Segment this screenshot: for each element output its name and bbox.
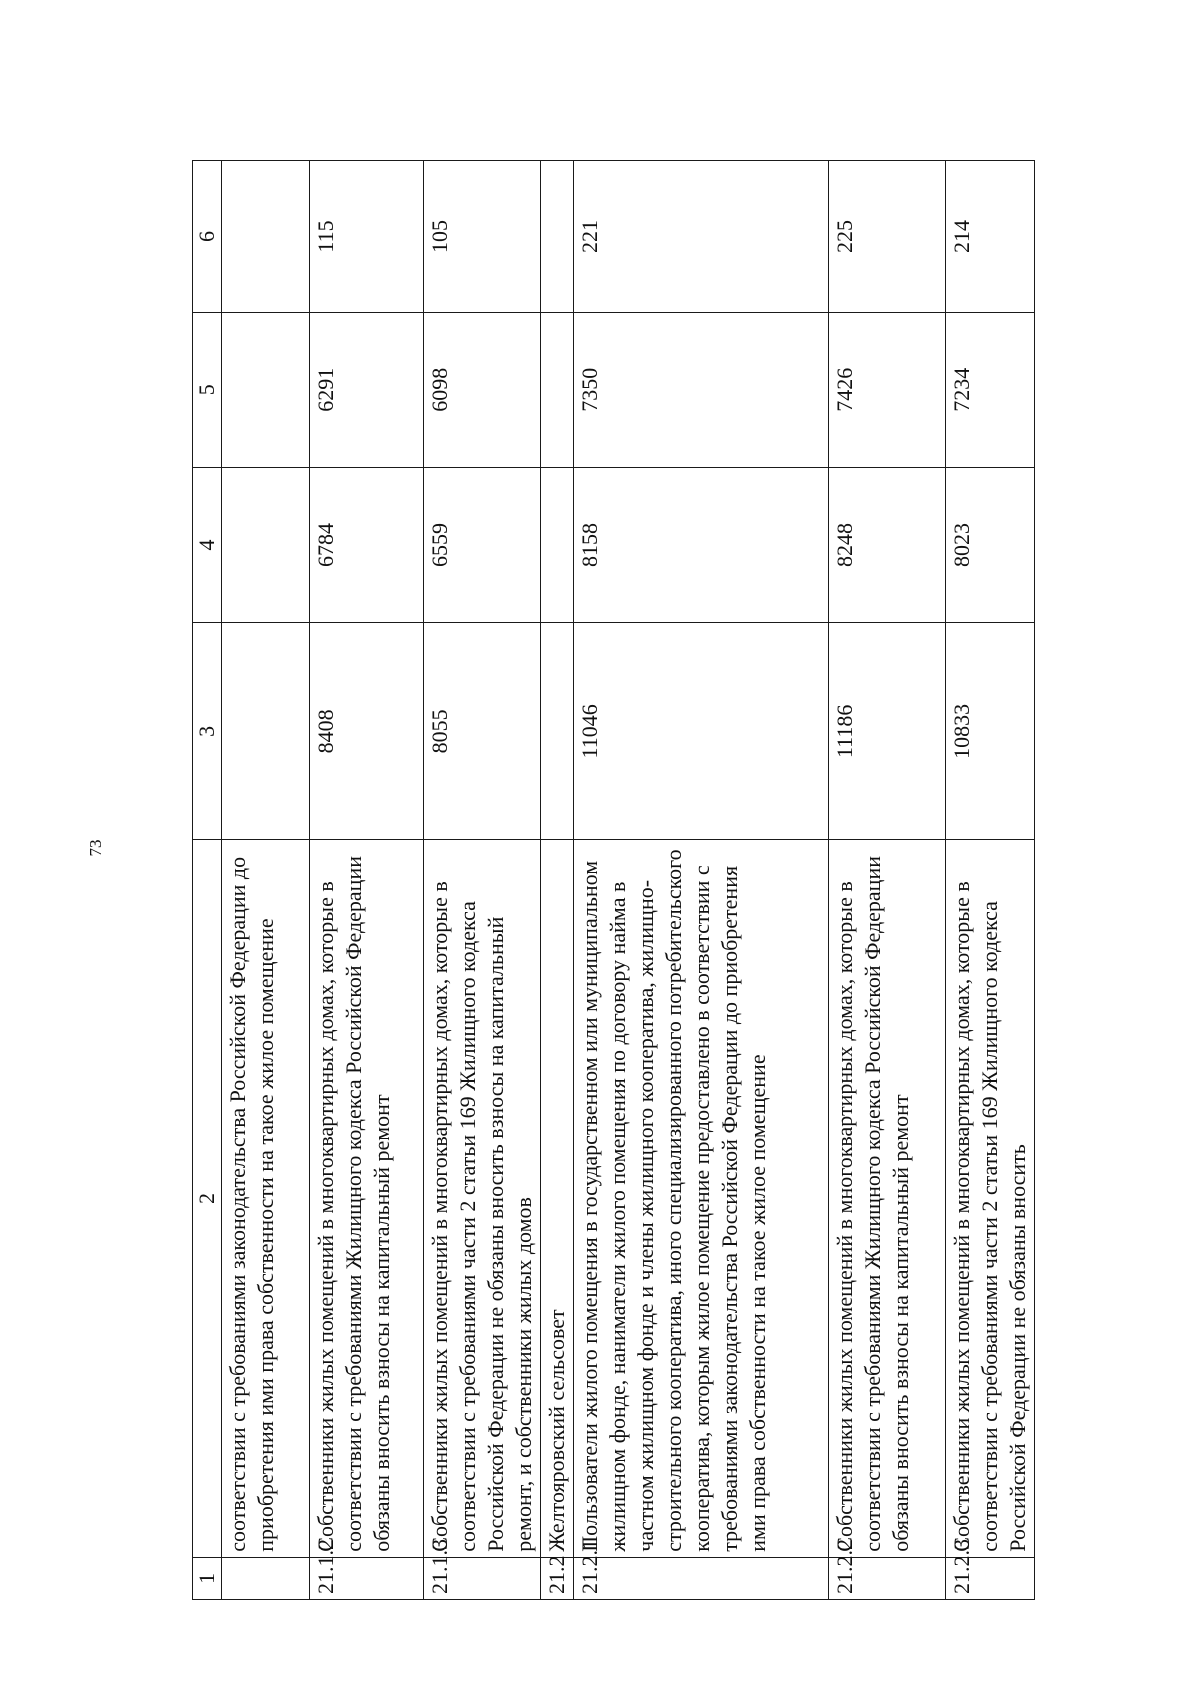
rotated-table-container [192,160,1030,1600]
row-description: Пользователи жилого помещения в государственном или муниципальном жилищном фонде, наниматели жилого помещения по договору найма в частном жилищном фонде и члены жилищного кооператива, жилищно-строительного кооператива, иного специализированного потребительского кооператива, которым жилое помещение предоставлено в соответствии с требованиями законодательства Российской Федерации до приобретения ими права собственности на такое жилое помещение [574,840,829,1558]
row-code: 21.2 [541,1557,574,1599]
row-code: 21.2.3 [946,1557,1035,1599]
row-value-col5 [222,312,310,467]
row-value-col5: 7234 [946,312,1035,467]
row-value-col4: 6784 [310,467,424,623]
row-description: соответствии с требованиями законодательства Российской Федерации до приобретения ими права собственности на такое жилое помещение [222,840,310,1558]
row-value-col5: 7426 [829,312,946,467]
row-description: Желтояровский сельсовет [541,840,574,1558]
row-description: Собственники жилых помещений в многоквартирных домах, которые в соответствии с требованиями Жилищного кодекса Российской Федерации обязаны вносить взносы на капитальный ремонт [310,840,424,1558]
row-code: 21.1.2 [310,1557,424,1599]
row-value-col6: 225 [829,161,946,313]
row-code: 21.2.2 [829,1557,946,1599]
row-code: 21.1.3 [424,1557,541,1599]
row-value-col5: 6098 [424,312,541,467]
header-cell-3: 3 [193,623,222,840]
row-value-col4: 8023 [946,467,1035,623]
page-number: 73 [86,839,105,857]
header-cell-4: 4 [193,467,222,623]
row-value-col6: 214 [946,161,1035,313]
row-value-col3 [222,623,310,840]
table-row [541,161,574,1600]
row-value-col3: 11046 [574,623,829,840]
row-value-col6: 115 [310,161,424,313]
row-value-col5: 7350 [574,312,829,467]
row-value-col3: 10833 [946,623,1035,840]
row-value-col3: 11186 [829,623,946,840]
table-row [574,161,829,1600]
header-cell-5: 5 [193,312,222,467]
table-row [222,161,310,1600]
row-value-col3 [541,623,574,840]
header-cell-1: 1 [193,1557,222,1599]
row-value-col4 [541,467,574,623]
header-cell-6: 6 [193,161,222,313]
row-description: Собственники жилых помещений в многоквартирных домах, которые в соответствии с требованиями части 2 статьи 169 Жилищного кодекса Российской Федерации не обязаны вносить взносы на капитальный ремонт, и собственники жилых домов [424,840,541,1558]
row-value-col6: 105 [424,161,541,313]
row-description: Собственники жилых помещений в многоквартирных домах, которые в соответствии с требованиями Жилищного кодекса Российской Федерации обязаны вносить взносы на капитальный ремонт [829,840,946,1558]
table-row [424,161,541,1600]
row-value-col5 [541,312,574,467]
header-cell-2: 2 [193,840,222,1558]
row-value-col4: 8158 [574,467,829,623]
row-value-col5: 6291 [310,312,424,467]
row-value-col6 [222,161,310,313]
row-description: Собственники жилых помещений в многоквартирных домах, которые в соответствии с требованиями части 2 статьи 169 Жилищного кодекса Российской Федерации не обязаны вносить [946,840,1035,1558]
row-value-col4 [222,467,310,623]
row-value-col4: 8248 [829,467,946,623]
row-value-col6 [541,161,574,313]
table-row [310,161,424,1600]
row-value-col6: 221 [574,161,829,313]
header-row [193,161,222,1600]
row-code [222,1557,310,1599]
row-value-col3: 8408 [310,623,424,840]
row-value-col4: 6559 [424,467,541,623]
row-code: 21.2.1 [574,1557,829,1599]
table-row [829,161,946,1600]
table-row [946,161,1035,1600]
data-table [192,160,1035,1600]
row-value-col3: 8055 [424,623,541,840]
